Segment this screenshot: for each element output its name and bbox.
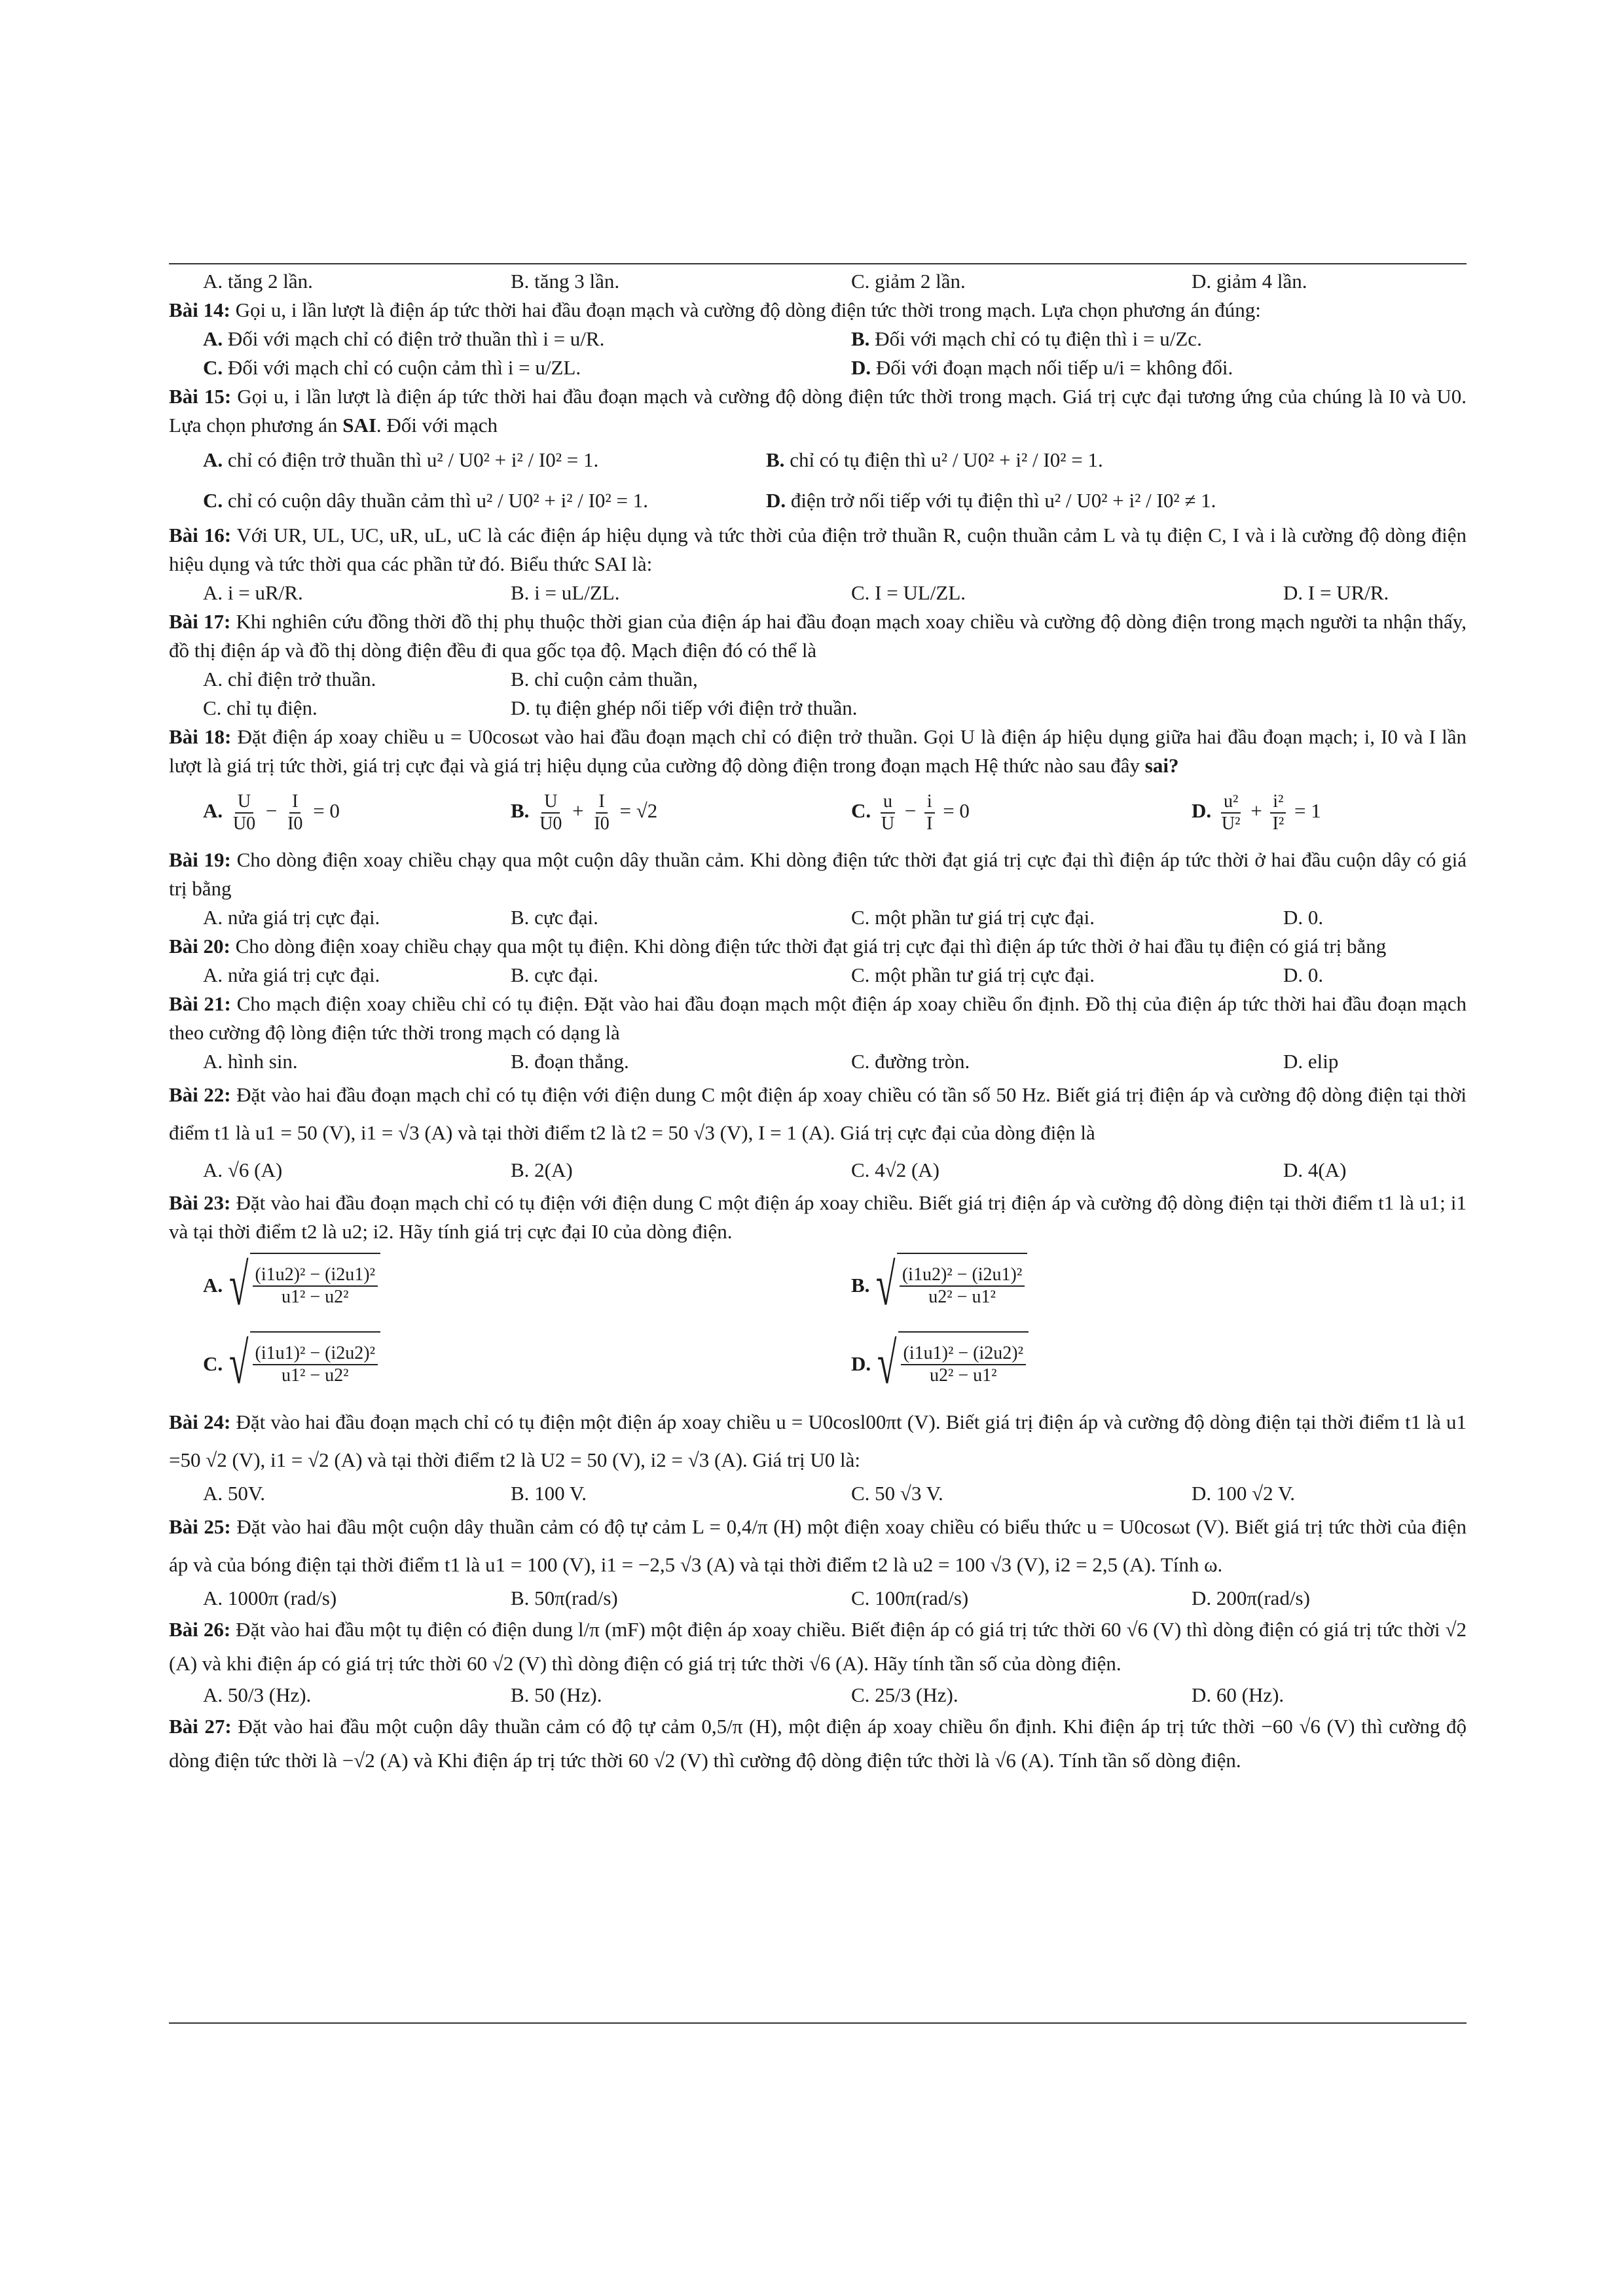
option-c: C. giảm 2 lần.	[851, 270, 966, 293]
q25-stem: Bài 25: Đặt vào hai đầu một cuộn dây thuần cảm có độ tự cảm L = 0,4/π (H) một điện xoay chiều có biểu thức u = U0cosωt (V). Biết giá trị tức thời của điện áp và của bóng điện tại thời điểm t1 là u1 = 100 (V), i1 = −2,5 √3 (A) và tại thời điểm t2 là u2 = 100 √3 (V), i2 = 2,5 (A). Tính ω.	[169, 1515, 1467, 1576]
q23-stem: Bài 23: Đặt vào hai đầu đoạn mạch chỉ có tụ điện với điện dung C một điện áp xoay chiều. Biết giá trị điện áp và cường độ dòng điện tại thời điểm t1 là u1; i1 và tại thời điểm t2 là u2; i2. Hãy tính giá trị cực đại I0 của dòng điện.	[169, 1191, 1467, 1243]
option-b: B. tăng 3 lần.	[511, 270, 620, 293]
q20-options: A. nửa giá trị cực đại. B. cực đại. C. một phần tư giá trị cực đại. D. 0.	[203, 963, 1324, 986]
q14-options-ab: A. Đối với mạch chỉ có điện trở thuần thì i = u/R. B. Đối với mạch chỉ có tụ điện thì i = u/Zc.	[203, 327, 1202, 350]
q27-stem: Bài 27: Đặt vào hai đầu một cuộn dây thuần cảm có độ tự cảm 0,5/π (H), một điện áp xoay chiều ổn định. Khi điện áp trị tức thời −60 √6 (V) thì cường độ dòng điện tức thời là −√2 (A) và Khi điện áp trị tức thời 60 √2 (V) thì cường độ dòng điện tức thời là √6 (A). Tính tần số dòng điện.	[169, 1715, 1467, 1772]
q16-stem: Bài 16: Với UR, UL, UC, uR, uL, uC là các điện áp hiệu dụng và tức thời của điện trở thuần R, cuộn thuần cảm L và tụ điện C, I và i là cường độ dòng điện hiệu dụng và tức thời qua các phần tử đó. Biểu thức SAI là:	[169, 524, 1467, 575]
q23-options-ab: A. √ $\frac{\text{(i1u2)² − (i2u1)²}}{\text{u1² − u2²}}$ B. √ $\frac{\text{(i1u2)² − (i2u1)²}}{\text{u2² − u1²}}$	[169, 1246, 1467, 1325]
q14-options-cd: C. Đối với mạch chỉ có cuộn cảm thì i = u/ZL. D. Đối với đoạn mạch nối tiếp u/i = không đổi.	[203, 356, 1233, 379]
q20-stem: Bài 20: Cho dòng điện xoay chiều chạy qua một tụ điện. Khi dòng điện tức thời đạt giá trị cực đại thì điện áp tức thời ở hai đầu tụ điện có giá trị bằng	[169, 935, 1387, 958]
q17-options-cd: C. chỉ tụ điện. D. tụ điện ghép nối tiếp với điện trở thuần.	[203, 696, 858, 719]
q19-options: A. nửa giá trị cực đại. B. cực đại. C. một phần tư giá trị cực đại. D. 0.	[203, 906, 1324, 929]
q21-options: A. hình sin. B. đoạn thẳng. C. đường tròn. D. elip	[203, 1050, 1339, 1073]
q22-stem: Bài 22: Đặt vào hai đầu đoạn mạch chỉ có tụ điện với điện dung C một điện áp xoay chiều có tần số 50 Hz. Biết giá trị điện áp và cường độ dòng điện tại thời điểm t1 là u1 = 50 (V), i1 = √3 (A) và tại thời điểm t2 là t2 = 50 √3 (V), I = 1 (A). Giá trị cực đại của dòng điện là	[169, 1083, 1467, 1144]
q25-options: A. 1000π (rad/s) B. 50π(rad/s) C. 100π(rad/s) D. 200π(rad/s)	[203, 1587, 1310, 1609]
option-a: A. tăng 2 lần.	[203, 270, 313, 293]
q18-stem: Bài 18: Đặt điện áp xoay chiều u = U0cosωt vào hai đầu đoạn mạch chỉ có điện trở thuần. Gọi U là điện áp hiệu dụng giữa hai đầu đoạn mạch; i, I0 và I lần lượt là giá trị tức thời, giá trị cực đại và giá trị hiệu dụng của cường độ dòng điện trong đoạn mạch Hệ thức nào sau đây sai?	[169, 725, 1467, 777]
option-d: D. giảm 4 lần.	[1192, 270, 1307, 293]
q18-options: A. $\frac{U}{U0}$ − $\frac{I}{I0}$ = 0 B. $\frac{U}{U0}$ + $\frac{I}{I0}$ = √2 C. $\frac{u}{U}$ − $\frac{i}{I}$ = 0 D. $\frac{\text{u²}}{\text{U²}}$ + $\frac{\text{i²}}{\text{I²}}$ = 1	[203, 791, 1321, 834]
q23-options-cd: C. √ $\frac{\text{(i1u1)² − (i2u2)²}}{\text{u1² − u2²}}$ D. √ $\frac{\text{(i1u1)² − (i2u2)²}}{\text{u2² − u1²}}$	[169, 1325, 1467, 1403]
q15-stem: Bài 15: Gọi u, i lần lượt là điện áp tức thời hai đầu đoạn mạch và cường độ dòng điện tức thời trong mạch. Giá trị cực đại tương ứng của chúng là I0 và U0. Lựa chọn phương án SAI. Đối với mạch	[169, 385, 1467, 437]
bottom-rule	[169, 2022, 1467, 2024]
top-rule	[169, 263, 1467, 264]
q24-options: A. 50V. B. 100 V. C. 50 √3 V. D. 100 √2 V.	[203, 1482, 1295, 1505]
q15-options-ab: A. chỉ có điện trở thuần thì u² / U0² + i² / I0² = 1. B. chỉ có tụ điện thì u² / U0² + i² / I0² = 1.	[203, 448, 1103, 471]
q22-options: A. √6 (A) B. 2(A) C. 4√2 (A) D. 4(A)	[203, 1158, 1347, 1181]
q19-stem: Bài 19: Cho dòng điện xoay chiều chạy qua một cuộn dây thuần cảm. Khi dòng điện tức thời đạt giá trị cực đại thì điện áp tức thời ở hai đầu cuộn dây có giá trị bằng	[169, 848, 1467, 900]
document-body	[169, 267, 1467, 1778]
q13-options	[169, 267, 1467, 296]
q15-options-cd: C. chỉ có cuộn dây thuần cảm thì u² / U0² + i² / I0² = 1. D. điện trở nối tiếp với tụ điện thì u² / U0² + i² / I0² ≠ 1.	[203, 489, 1216, 512]
q17-options-ab: A. chỉ điện trở thuần. B. chỉ cuộn cảm thuần,	[203, 668, 698, 691]
q17-stem: Bài 17: Khi nghiên cứu đồng thời đồ thị phụ thuộc thời gian của điện áp hai đầu đoạn mạch xoay chiều và cường độ dòng điện trong mạch người ta nhận thấy, đồ thị điện áp và đồ thị dòng điện đều đi qua gốc tọa độ. Mạch điện đó có thể là	[169, 610, 1467, 662]
q16-options: A. i = uR/R. B. i = uL/ZL. C. I = UL/ZL. D. I = UR/R.	[203, 581, 1389, 604]
q14-stem: Bài 14: Gọi u, i lần lượt là điện áp tức thời hai đầu đoạn mạch và cường độ dòng điện tức thời trong mạch. Lựa chọn phương án đúng:	[169, 298, 1261, 321]
q26-options: A. 50/3 (Hz). B. 50 (Hz). C. 25/3 (Hz). D. 60 (Hz).	[203, 1683, 1285, 1706]
q21-stem: Bài 21: Cho mạch điện xoay chiều chỉ có tụ điện. Đặt vào hai đầu đoạn mạch một điện áp xoay chiều ổn định. Đồ thị của điện áp tức thời hai đầu đoạn mạch theo cường độ lòng điện tức thời trong mạch có dạng là	[169, 992, 1467, 1044]
q24-stem: Bài 24: Đặt vào hai đầu đoạn mạch chỉ có tụ điện một điện áp xoay chiều u = U0cosl00πt (V). Biết giá trị điện áp và cường độ dòng điện tại thời điểm t1 là u1 =50 √2 (V), i1 = √2 (A) và tại thời điểm t2 là U2 = 50 (V), i2 = √3 (A). Giá trị U0 là:	[169, 1410, 1467, 1471]
q26-stem: Bài 26: Đặt vào hai đầu một tụ điện có điện dung l/π (mF) một điện áp xoay chiều. Biết điện áp có giá trị tức thời 60 √6 (V) thì dòng điện có giá trị tức thời √2 (A) và khi điện áp có giá trị tức thời 60 √2 (V) thì dòng điện có giá trị tức thời √6 (A). Hãy tính tần số của dòng điện.	[169, 1618, 1467, 1675]
